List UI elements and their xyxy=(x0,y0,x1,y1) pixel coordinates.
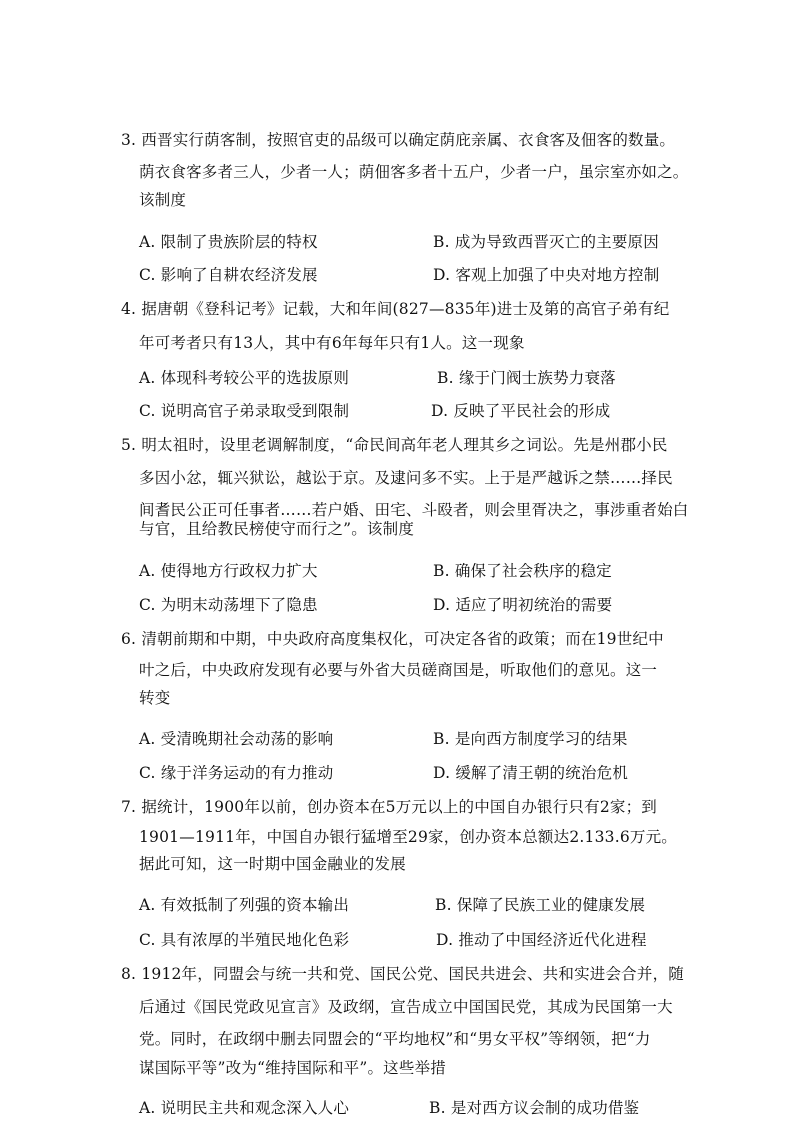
question-5-option-a[interactable]: A. 使得地方行政权力扩大 xyxy=(139,562,318,580)
question-3-stem-line-3: 该制度 xyxy=(139,191,187,209)
question-6-stem-line-1: 6. 清朝前期和中期，中央政府高度集权化，可决定各省的政策；而在19世纪中 xyxy=(121,630,664,648)
question-3-option-b[interactable]: B. 成为导致西晋灭亡的主要原因 xyxy=(433,233,659,251)
question-4-stem-line-2: 年可考者只有13人，其中有6年每年只有1人。这一现象 xyxy=(139,334,525,352)
question-8-stem-line-4: 谋国际平等”改为“维持国际和平”。这些举措 xyxy=(139,1059,446,1077)
question-4-option-b[interactable]: B. 缘于门阀士族势力衰落 xyxy=(437,369,616,387)
question-7-stem-line-2: 1901—1911年，中国自办银行猛增至29家，创办资本总额达2.133.6万元。 xyxy=(139,828,677,846)
question-5-stem-line-4: 与官，且给教民榜使守而行之”。该制度 xyxy=(139,520,415,538)
question-6-option-d[interactable]: D. 缓解了清王朝的统治危机 xyxy=(433,764,629,782)
question-5-option-c[interactable]: C. 为明末动荡埋下了隐患 xyxy=(139,596,318,614)
question-4-stem-line-1: 4. 据唐朝《登科记考》记载，大和年间(827—835年)进士及第的高官子弟有纪 xyxy=(121,300,670,318)
question-7-option-a[interactable]: A. 有效抵制了列强的资本输出 xyxy=(139,896,350,914)
question-4-option-a[interactable]: A. 体现科考较公平的选拔原则 xyxy=(139,369,350,387)
question-6-stem-line-3: 转变 xyxy=(139,689,171,707)
question-6-option-c[interactable]: C. 缘于洋务运动的有力推动 xyxy=(139,764,334,782)
question-8-stem-line-1: 8. 1912年，同盟会与统一共和党、国民公党、国民共进会、共和实进会合并，随 xyxy=(121,965,684,983)
question-5-option-b[interactable]: B. 确保了社会秩序的稳定 xyxy=(433,562,612,580)
question-6-option-a[interactable]: A. 受清晚期社会动荡的影响 xyxy=(139,730,334,748)
question-5-stem-line-2: 多因小忿，辄兴狱讼，越讼于京。及逮问多不实。上于是严越诉之禁……择民 xyxy=(139,469,673,487)
question-8-option-a[interactable]: A. 说明民主共和观念深入人心 xyxy=(139,1099,350,1117)
question-8-stem-line-3: 党。同时，在政纲中删去同盟会的“平均地权”和“男女平权”等纲领，把“力 xyxy=(139,1030,651,1048)
question-4-option-d[interactable]: D. 反映了平民社会的形成 xyxy=(431,402,611,420)
question-8-option-b[interactable]: B. 是对西方议会制的成功借鉴 xyxy=(429,1099,640,1117)
question-6-stem-line-2: 叶之后，中央政府发现有必要与外省大员磋商国是，听取他们的意见。这一 xyxy=(139,661,658,679)
question-8-stem-line-2: 后通过《国民党政见宣言》及政纲，宣告成立中国国民党，其成为民国第一大 xyxy=(139,998,673,1016)
question-7-stem-line-1: 7. 据统计，1900年以前，创办资本在5万元以上的中国自办银行只有2家；到 xyxy=(121,798,657,816)
question-5-stem-line-1: 5. 明太祖时，设里老调解制度，“命民间高年老人理其乡之词讼。先是州郡小民 xyxy=(121,436,668,454)
question-4-option-c[interactable]: C. 说明高官子弟录取受到限制 xyxy=(139,402,350,420)
question-7-option-b[interactable]: B. 保障了民族工业的健康发展 xyxy=(435,896,646,914)
question-3-option-c[interactable]: C. 影响了自耕农经济发展 xyxy=(139,266,318,284)
question-5-option-d[interactable]: D. 适应了明初统治的需要 xyxy=(433,596,613,614)
question-3-option-a[interactable]: A. 限制了贵族阶层的特权 xyxy=(139,233,318,251)
question-7-stem-line-3: 据此可知，这一时期中国金融业的发展 xyxy=(139,855,406,873)
question-5-stem-line-3: 间耆民公正可任事者……若户婚、田宅、斗殴者，则会里胥决之，事涉重者始白 xyxy=(139,501,689,519)
question-7-option-d[interactable]: D. 推动了中国经济近代化进程 xyxy=(436,931,647,949)
question-3-stem-line-2: 荫衣食客多者三人，少者一人；荫佃客多者十五户，少者一户，虽宗室亦如之。 xyxy=(139,163,689,181)
question-7-option-c[interactable]: C. 具有浓厚的半殖民地化色彩 xyxy=(139,931,350,949)
question-6-option-b[interactable]: B. 是向西方制度学习的结果 xyxy=(433,730,628,748)
question-3-option-d[interactable]: D. 客观上加强了中央对地方控制 xyxy=(433,266,660,284)
question-3-stem-line-1: 3. 西晋实行荫客制，按照官吏的品级可以确定荫庇亲属、衣食客及佃客的数量。 xyxy=(121,131,676,149)
